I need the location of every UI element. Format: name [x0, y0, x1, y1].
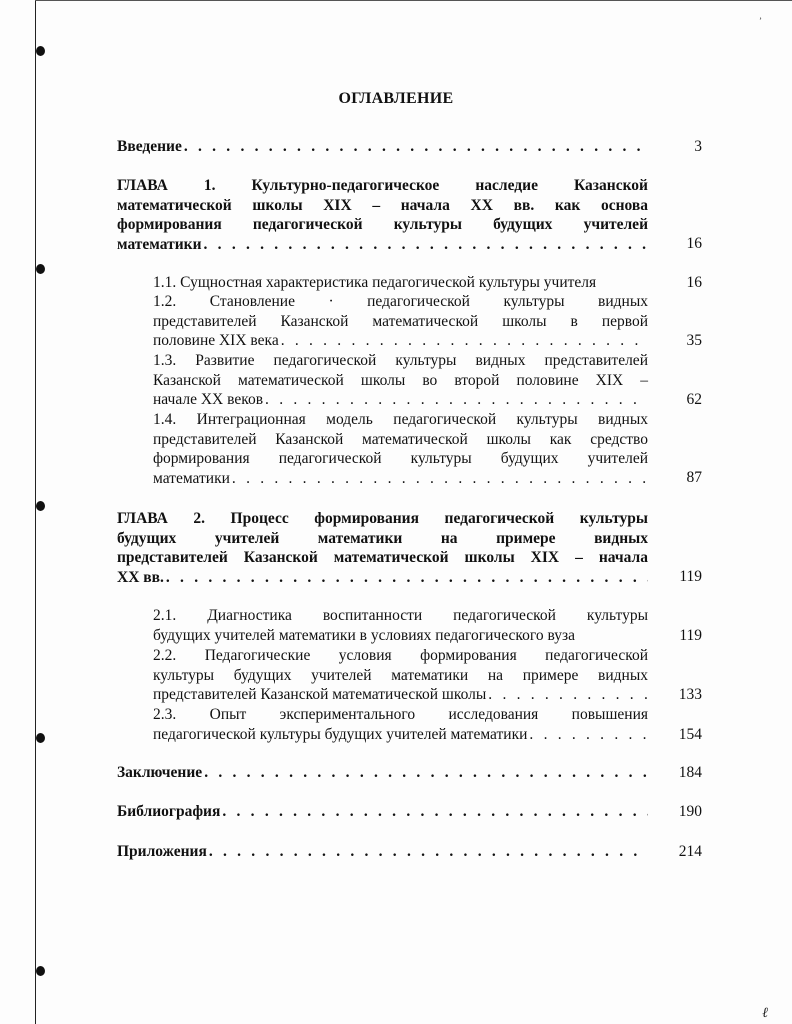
toc-line: 2.3. Опыт экспериментального исследования повышения: [153, 706, 648, 723]
toc-line: ГЛАВА 1. Культурно-педагогическое наследие Казанской: [117, 177, 648, 194]
toc-page-number: 3: [694, 138, 702, 155]
binder-hole: [36, 733, 45, 743]
toc-leader-dots: [488, 685, 648, 705]
toc-entry-section-1-3[interactable]: [153, 351, 702, 410]
toc-label: будущих учителей математики в условиях педагогического вуза: [153, 626, 575, 644]
toc-line: формирования педагогической культуры будущих учителей: [153, 450, 648, 467]
toc-line: Казанской математической школы во второй половине XIX –: [153, 371, 648, 389]
toc-label: XX вв.: [117, 568, 164, 586]
toc-page-number: 184: [678, 764, 702, 781]
toc-leader-dots: [265, 390, 648, 410]
toc-line: культуры будущих учителей математики на примере видных: [153, 666, 648, 684]
scan-left-edge: [35, 0, 36, 1024]
toc-entry-bibliography[interactable]: [117, 802, 702, 822]
toc-page-number: 119: [679, 627, 702, 644]
toc-line: ГЛАВА 2. Процесс формирования педагогической культуры: [117, 510, 648, 527]
toc-page-number: 62: [686, 391, 702, 408]
toc-entry-appendices[interactable]: [117, 842, 702, 862]
toc-page-number: 154: [678, 726, 702, 743]
toc-line: представителей Казанской математической школы как средство: [153, 430, 648, 448]
toc-label: 1.1. Сущностная характеристика педагогической культуры учителя: [153, 274, 597, 291]
toc-page-number: 35: [686, 332, 702, 349]
toc-page-number: 16: [686, 274, 702, 291]
toc-entry-section-1-2[interactable]: [153, 292, 702, 351]
toc-entry-chapter-1[interactable]: [117, 176, 702, 254]
toc-label: педагогической культуры будущих учителей математики: [153, 725, 528, 743]
toc-line: представителей Казанской математической школы в первой: [153, 312, 648, 330]
toc-leader-dots: [232, 469, 648, 489]
toc-page-number: 16: [686, 235, 702, 252]
toc-label: математики: [117, 235, 202, 253]
toc-leader-dots: [281, 331, 648, 351]
toc-line: формирования педагогической культуры будущих учителей: [117, 216, 648, 233]
toc-leader-dots: [222, 802, 648, 822]
toc-entry-conclusion[interactable]: [117, 763, 702, 783]
corner-mark: ʼ: [759, 16, 762, 26]
toc-label: представителей Казанской математической школы: [153, 686, 487, 703]
binder-hole: [36, 46, 45, 56]
toc-entry-section-1-4[interactable]: [153, 410, 702, 488]
toc-label: половине XIX века: [153, 332, 279, 349]
toc-line: 1.4. Интеграционная модель педагогической культуры видных: [153, 411, 648, 428]
toc-entry-section-1-1[interactable]: [153, 273, 702, 293]
toc-page-number: 214: [678, 843, 702, 860]
toc-leader-dots: [204, 763, 648, 783]
toc-label: Библиография: [117, 803, 221, 820]
toc-leader-dots: [209, 842, 648, 862]
toc-line: математической школы XIX – начала XX вв. как основа: [117, 196, 648, 214]
toc-line: будущих учителей математики на примере видных: [117, 529, 648, 547]
toc-entry-intro[interactable]: [117, 137, 702, 157]
toc-label: Приложения: [117, 843, 207, 860]
page-title: ОГЛАВЛЕНИЕ: [338, 90, 454, 107]
toc-label: Введение: [117, 138, 182, 155]
toc-page-number: 190: [678, 803, 702, 820]
toc-line: 2.1. Диагностика воспитанности педагогической культуры: [153, 607, 648, 624]
binder-hole: [36, 966, 45, 976]
toc-entry-section-2-1[interactable]: [153, 606, 702, 645]
toc-entry-section-2-3[interactable]: [153, 705, 702, 744]
toc-entry-section-2-2[interactable]: [153, 646, 702, 705]
toc-label: Заключение: [117, 764, 203, 781]
toc-label: начале XX веков: [153, 391, 264, 408]
binder-hole: [36, 264, 45, 274]
toc-leader-dots: [529, 725, 648, 745]
toc-line: 1.2. Становление · педагогической культуры видных: [153, 293, 648, 310]
binder-hole: [36, 501, 45, 511]
toc-leader-dots: [204, 235, 648, 255]
toc-line: представителей Казанской математической школы XIX – начала: [117, 549, 648, 566]
page-mark: ℓ: [762, 1006, 768, 1021]
scan-top-edge: [35, 0, 792, 1]
toc-label: математики: [153, 469, 230, 487]
toc-leader-dots: [184, 137, 648, 157]
toc-page-number: 133: [678, 686, 702, 703]
toc-page-number: 87: [686, 469, 702, 486]
toc-page-number: 119: [679, 568, 702, 585]
toc-entry-chapter-2[interactable]: [117, 509, 702, 587]
toc-line: 1.3. Развитие педагогической культуры видных представителей: [153, 352, 648, 369]
toc-leader-dots: [166, 568, 648, 588]
toc-line: 2.2. Педагогические условия формирования педагогической: [153, 647, 648, 664]
